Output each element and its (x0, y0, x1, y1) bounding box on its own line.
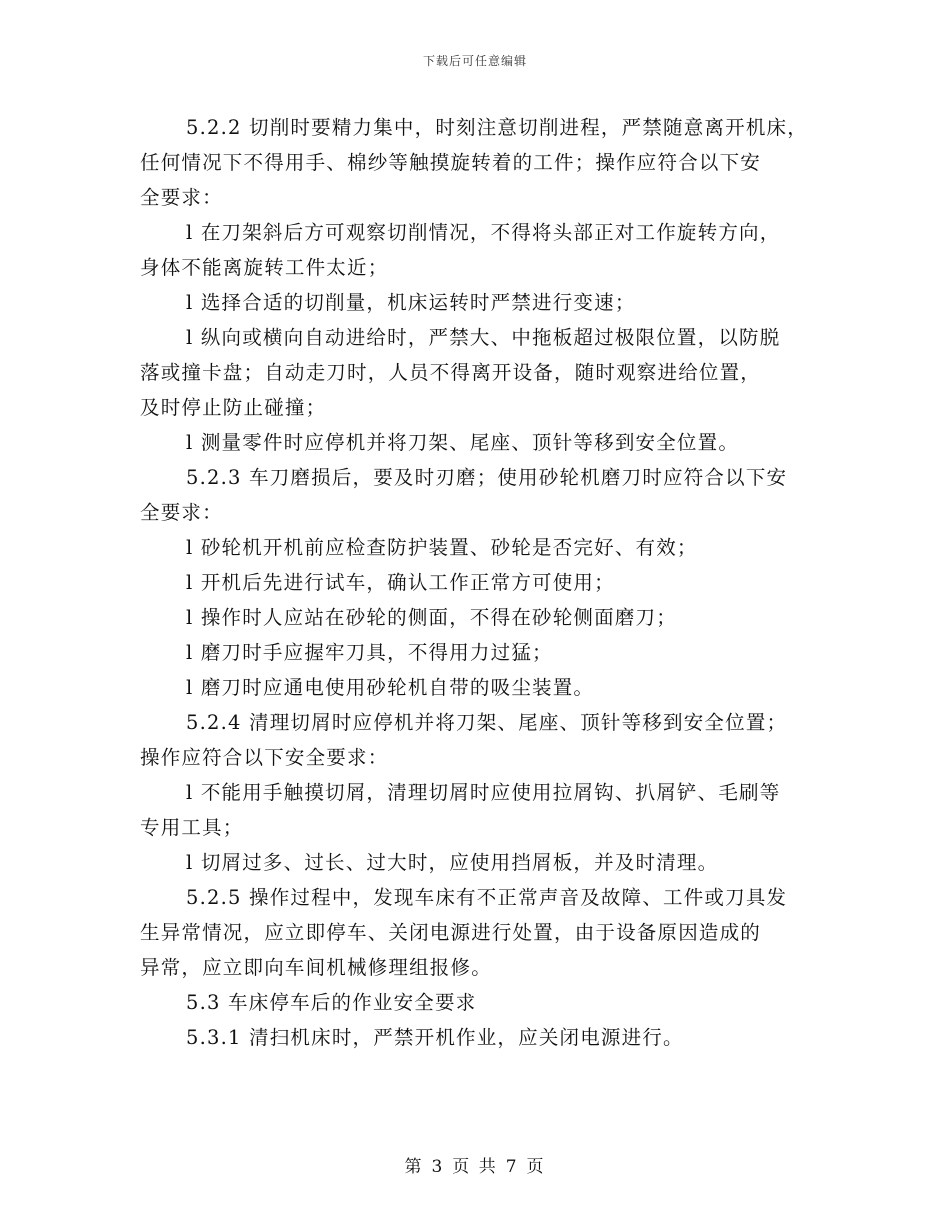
text-line: 及时停止防止碰撞； (140, 396, 327, 419)
text-line: l 测量零件时应停机并将刀架、尾座、顶针等移到安全位置。 (186, 431, 740, 454)
text-line: 生异常情况，应立即停车、关闭电源进行处置，由于设备原因造成的 (140, 921, 762, 944)
text-line: l 纵向或横向自动进给时，严禁大、中拖板超过极限位置，以防脱 (186, 326, 781, 349)
text-line: 全要求： (140, 501, 223, 524)
page-footer (0, 1152, 950, 1177)
footer-prefix: 第 (404, 1157, 424, 1177)
text-line: 操作应符合以下安全要求： (140, 746, 389, 769)
text-line: l 开机后先进行试车，确认工作正常方可使用； (186, 571, 615, 594)
page-header: 下载后可任意编辑 (422, 54, 527, 68)
text-line: l 切屑过多、过长、过大时，应使用挡屑板，并及时清理。 (186, 851, 719, 874)
text-line: 5.2.3 车刀磨损后，要及时刃磨；使用砂轮机磨刀时应符合以下安 (186, 466, 788, 489)
text-line: 5.3.1 清扫机床时，严禁开机作业，应关闭电源进行。 (186, 1026, 684, 1049)
text-line: 落或撞卡盘；自动走刀时，人员不得离开设备，随时观察进给位置， (140, 361, 762, 384)
text-line: 5.3 车床停车后的作业安全要求 (186, 991, 477, 1014)
footer-page-number: 3 (431, 1157, 445, 1177)
text-line: 5.2.2 切削时要精力集中，时刻注意切削进程，严禁随意离开机床， (186, 116, 808, 139)
footer-total-pages: 7 (505, 1157, 519, 1177)
text-line: 5.2.4 清理切屑时应停机并将刀架、尾座、顶针等移到安全位置； (186, 711, 788, 734)
text-line: l 砂轮机开机前应检查防护装置、砂轮是否完好、有效； (186, 536, 698, 559)
footer-middle: 页 共 (452, 1157, 498, 1177)
text-block (140, 110, 820, 1055)
text-line: l 不能用手触摸切屑，清理切屑时应使用拉屑钩、扒屑铲、毛刷等 (186, 781, 781, 804)
footer-suffix: 页 (526, 1157, 546, 1177)
text-line: 任何情况下不得用手、棉纱等触摸旋转着的工件；操作应符合以下安 (140, 151, 762, 174)
text-line: 5.2.5 操作过程中，发现车床有不正常声音及故障、工件或刀具发 (186, 886, 788, 909)
text-line: l 选择合适的切削量，机床运转时严禁进行变速； (186, 291, 636, 314)
text-line: l 操作时人应站在砂轮的侧面，不得在砂轮侧面磨刀； (186, 606, 677, 629)
text-line: l 磨刀时手应握牢刀具，不得用力过猛； (186, 641, 553, 664)
text-line: 异常，应立即向车间机械修理组报修。 (140, 956, 492, 979)
text-line: 身体不能离旋转工件太近； (140, 256, 389, 279)
text-line: l 磨刀时应通电使用砂轮机自带的吸尘装置。 (186, 676, 595, 699)
document-body (140, 110, 820, 1055)
text-line: 全要求： (140, 186, 223, 209)
text-line: 专用工具； (140, 816, 244, 839)
text-line: l 在刀架斜后方可观察切削情况，不得将头部正对工作旋转方向， (186, 221, 781, 244)
